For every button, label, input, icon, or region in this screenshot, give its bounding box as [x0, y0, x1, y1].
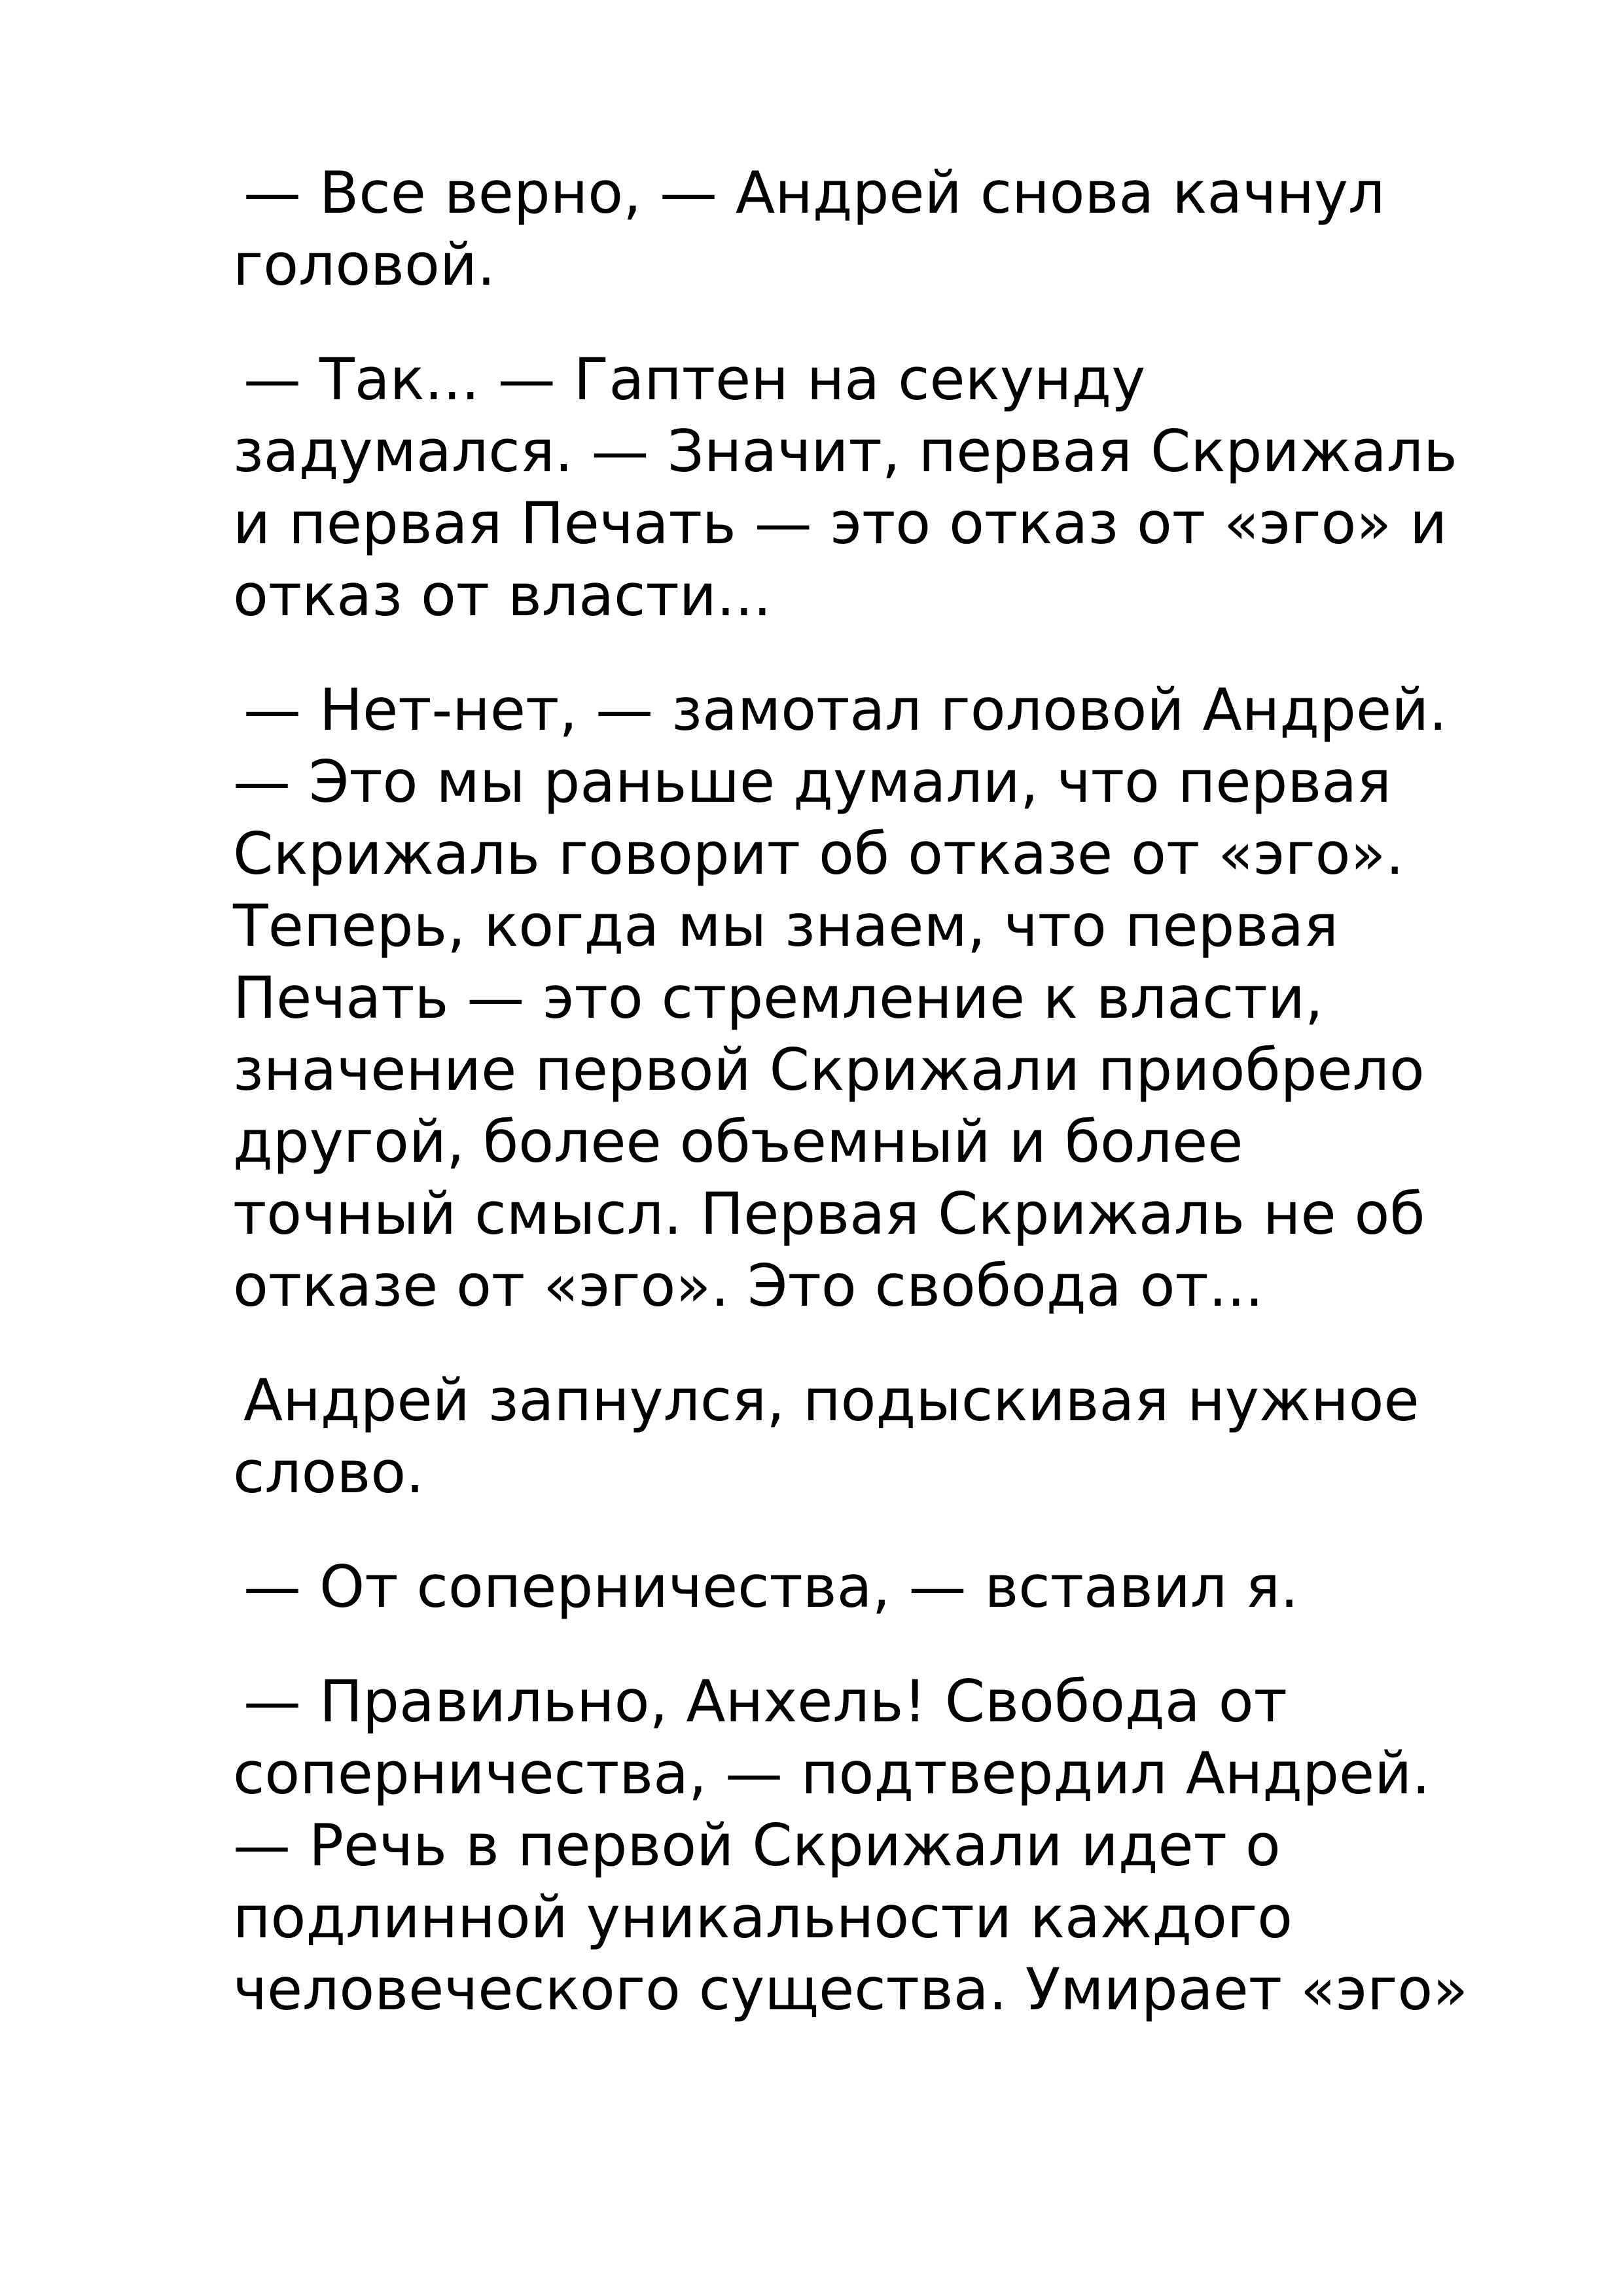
text-line: Андрей запнулся, подыскивая нужное [243, 1367, 1419, 1434]
text-line: значение первой Скрижали приобрело [233, 1036, 1425, 1103]
text-line: человеческого существа. Умирает «эго» [233, 1956, 1469, 2023]
text-line: задумался. — Значит, первая Скрижаль [233, 418, 1457, 485]
text-line: другой, более объемный и более [233, 1108, 1243, 1175]
text-line: головой. [233, 231, 496, 298]
text-line: Скрижаль говорит об отказе от «эго». [233, 820, 1404, 888]
text-line: Теперь, когда мы знаем, что первая [233, 892, 1339, 960]
text-line: слово. [233, 1439, 425, 1506]
text-line: отказ от власти... [233, 562, 772, 629]
text-line: — Речь в первой Скрижали идет о [233, 1812, 1281, 1879]
text-line: — От соперничества, — вставил я. [243, 1553, 1299, 1621]
text-line: Печать — это стремление к власти, [233, 964, 1323, 1031]
text-line: — Нет-нет, — замотал головой Андрей. [243, 676, 1448, 744]
text-line: — Все верно, — Андрей снова качнул [243, 159, 1385, 226]
text-line: подлинной уникальности каждого [233, 1884, 1293, 1951]
text-line: — Так... — Гаптен на секунду [243, 346, 1146, 413]
text-line: соперничества, — подтвердил Андрей. [233, 1740, 1431, 1807]
text-line: и первая Печать — это отказ от «эго» и [233, 490, 1448, 557]
text-line: — Это мы раньше думали, что первая [233, 748, 1392, 816]
text-line: точный смысл. Первая Скрижаль не об [233, 1180, 1425, 1247]
text-line: — Правильно, Анхель! Свобода от [243, 1668, 1287, 1735]
text-line: отказе от «эго». Это свобода от... [233, 1252, 1264, 1319]
